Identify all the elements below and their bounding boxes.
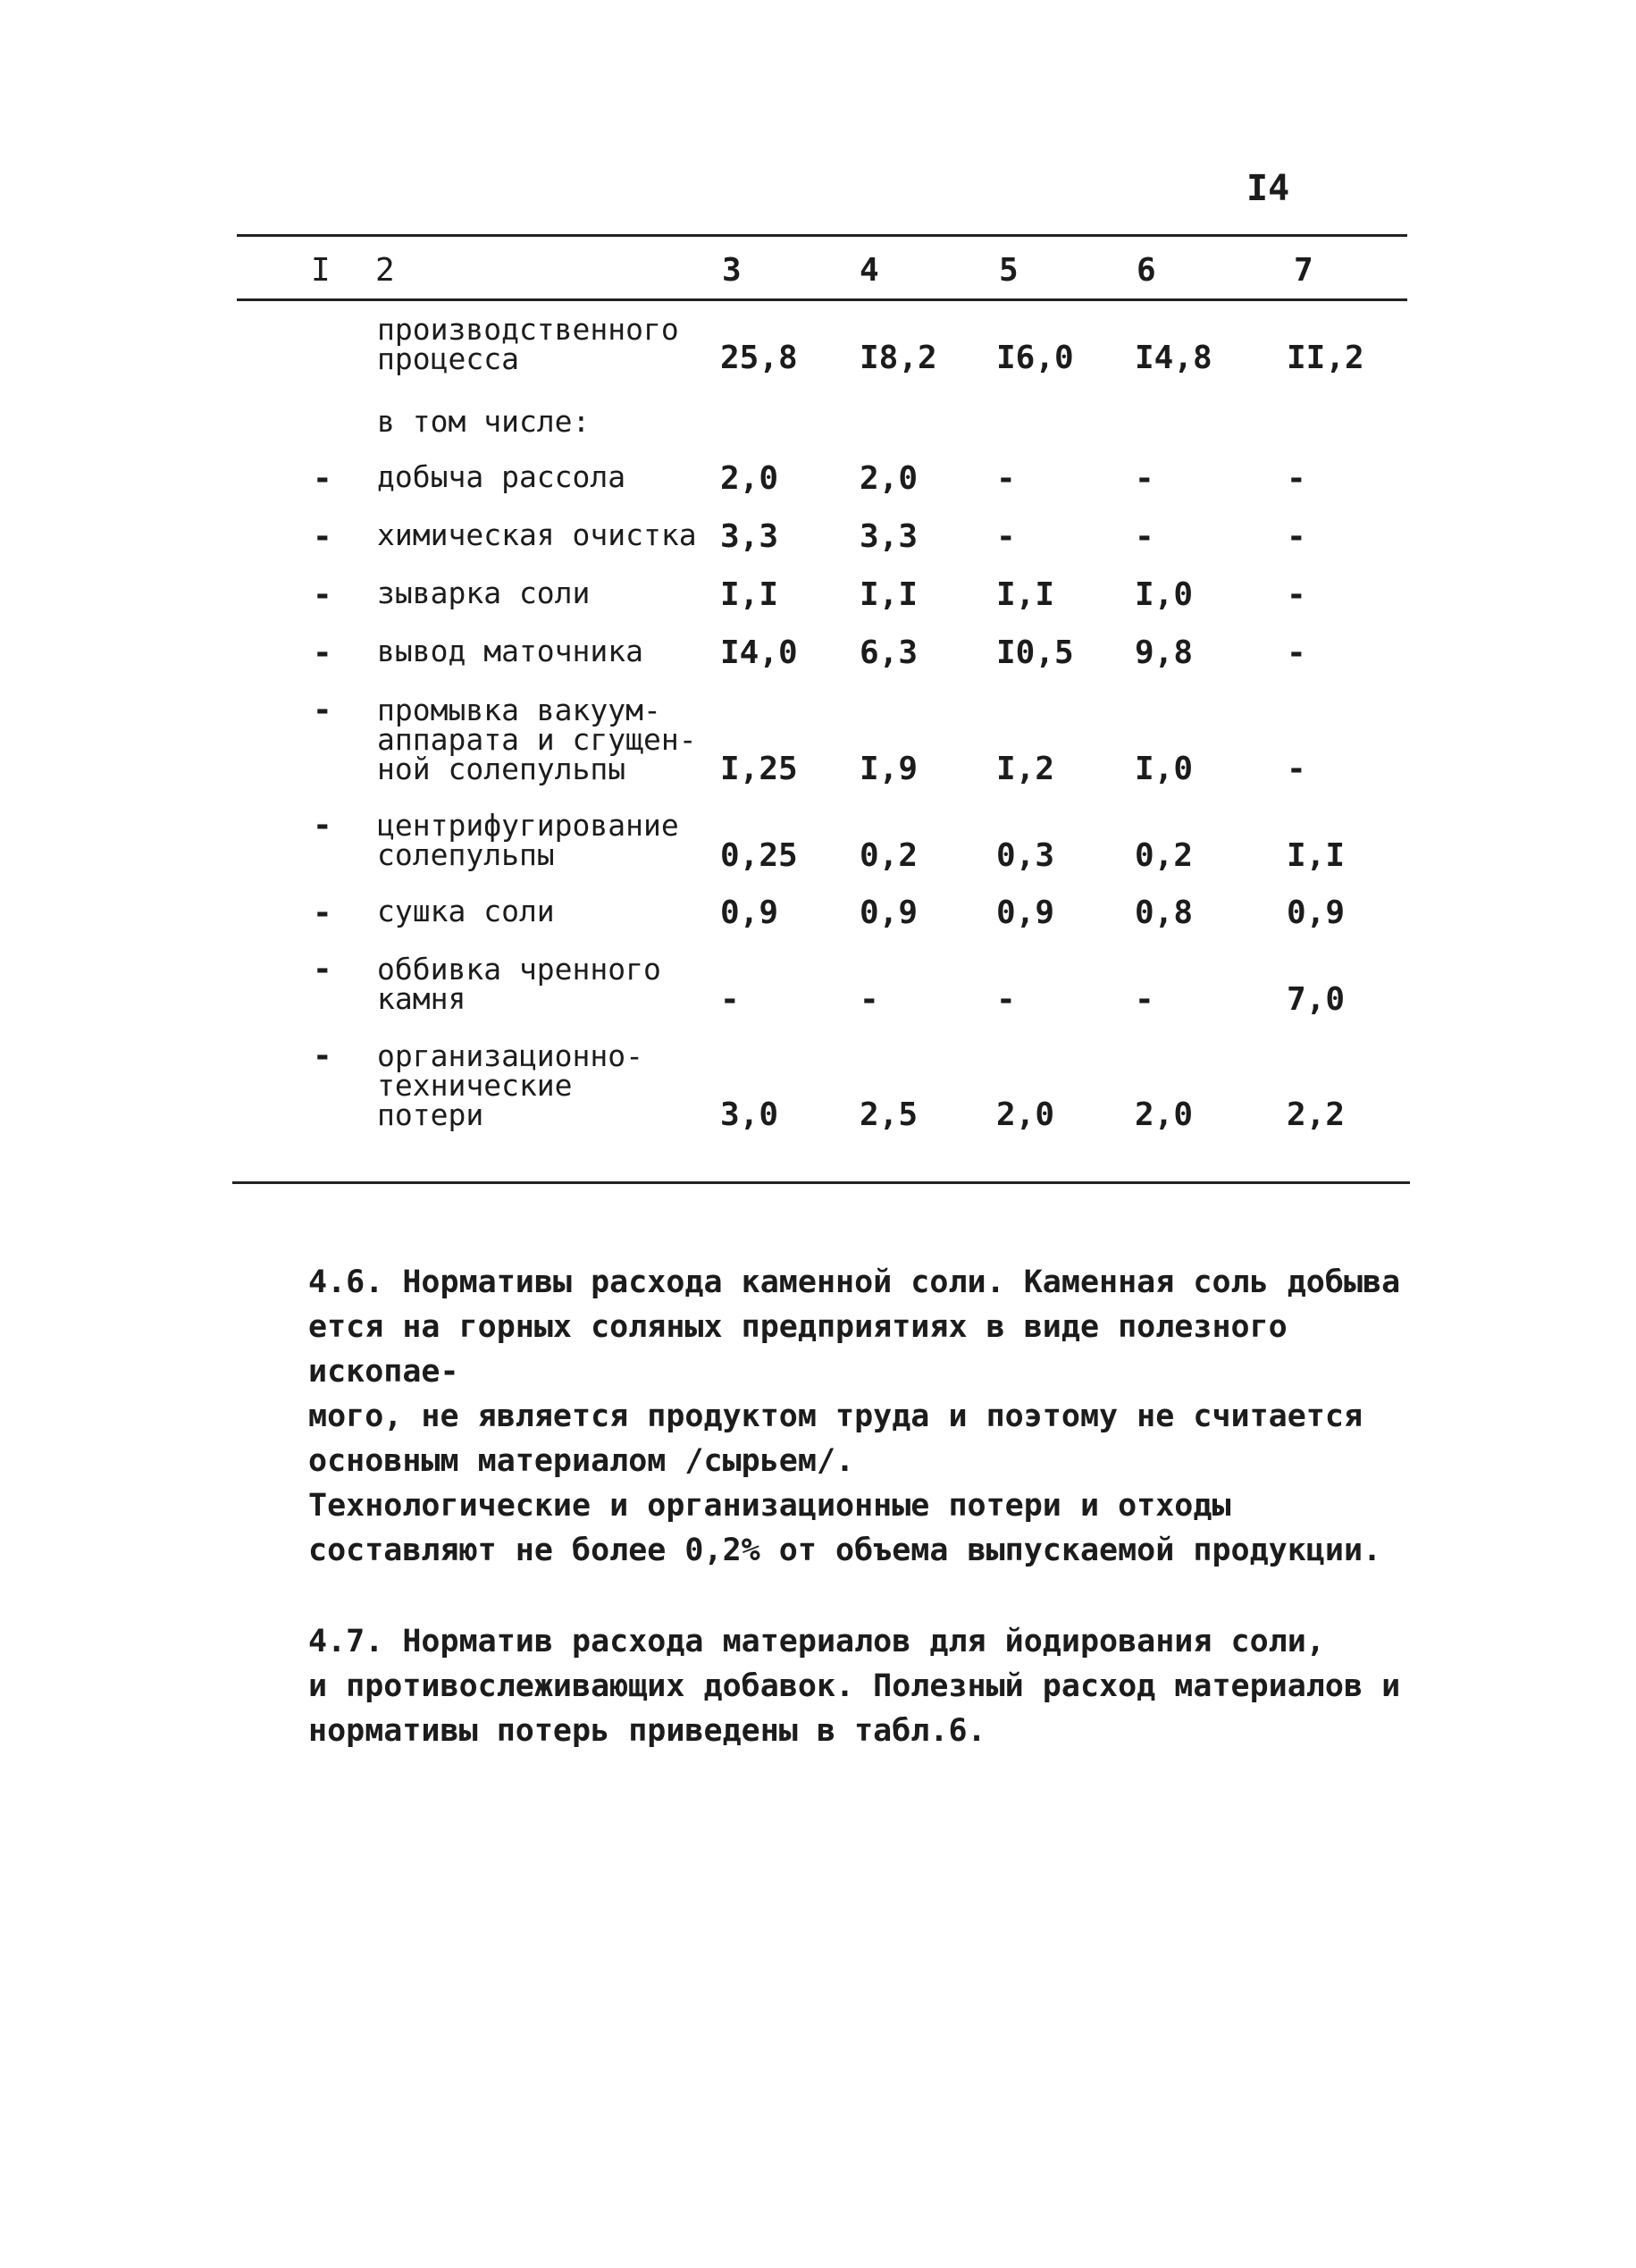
paragraph-4-6: 4.6. Нормативы расхода каменной соли. Каменная соль добыва ется на горных соляных предприятиях в виде полезного ископае- мого, не является продуктом труда и поэтому не считается основным материалом /сырьем/. xyxy=(308,1264,1401,1479)
cell-col4: 3,3 xyxy=(860,518,919,555)
cell-col6: 0,2 xyxy=(1135,837,1194,874)
paragraph-4-7: 4.7. Норматив расхода материалов для йодирования соли, и противослеживающих добавок. Полезный расход материалов и нормативы потерь приведены в табл.6. xyxy=(308,1624,1401,1749)
row-dash: - xyxy=(313,634,332,671)
cell-col3: - xyxy=(720,981,740,1018)
cell-col5: - xyxy=(996,460,1016,497)
cell-col5: 0,3 xyxy=(996,837,1055,874)
cell-col7: 7,0 xyxy=(1287,981,1346,1018)
row-label: организационно- технические потери xyxy=(377,1038,644,1132)
row-label: химическая очистка xyxy=(377,517,697,552)
row-label: центрифугирование солепульпы xyxy=(377,808,679,872)
cell-col4: 2,0 xyxy=(860,460,919,497)
cell-col7: - xyxy=(1287,518,1306,555)
cell-col4: I8,2 xyxy=(860,340,937,376)
column-header-4: 4 xyxy=(860,252,879,289)
cell-col5: I0,5 xyxy=(996,634,1074,671)
cell-col5: 2,0 xyxy=(996,1096,1055,1133)
column-header-6: 6 xyxy=(1137,252,1156,289)
row-label: оббивка чренного камня xyxy=(377,952,661,1016)
cell-col6: 0,8 xyxy=(1135,895,1194,931)
cell-col3: 3,3 xyxy=(720,518,779,555)
table-top-rule xyxy=(237,234,1407,237)
cell-col3: 25,8 xyxy=(720,340,798,376)
row-dash: - xyxy=(313,576,332,613)
table-header-rule xyxy=(237,298,1407,301)
row-label: зыварка соли xyxy=(377,575,591,610)
cell-col3: 0,9 xyxy=(720,895,779,931)
column-header-5: 5 xyxy=(999,252,1019,289)
cell-col4: 6,3 xyxy=(860,634,919,671)
row-label: добыча рассола xyxy=(377,459,626,494)
table-bottom-rule xyxy=(232,1181,1410,1184)
cell-col3: I,I xyxy=(720,576,779,613)
cell-col6: 9,8 xyxy=(1135,634,1194,671)
page-number: I4 xyxy=(1246,168,1290,209)
cell-col7: 0,9 xyxy=(1287,895,1346,931)
cell-col4: I,9 xyxy=(860,751,919,787)
cell-col5: I,2 xyxy=(996,751,1055,787)
cell-col5: 0,9 xyxy=(996,895,1055,931)
column-header-2: 2 xyxy=(375,252,395,289)
row-dash: - xyxy=(313,807,332,844)
row-label: вывод маточника xyxy=(377,634,644,668)
cell-col4: 2,5 xyxy=(860,1096,919,1133)
cell-col5: I,I xyxy=(996,576,1055,613)
cell-col4: 0,9 xyxy=(860,895,919,931)
cell-col4: - xyxy=(860,981,879,1018)
row-dash: - xyxy=(313,460,332,497)
cell-col6: - xyxy=(1135,460,1154,497)
cell-col7: - xyxy=(1287,634,1306,671)
cell-col6: - xyxy=(1135,518,1154,555)
cell-col6: I4,8 xyxy=(1135,340,1212,376)
column-header-3: 3 xyxy=(722,252,742,289)
cell-col7: 2,2 xyxy=(1287,1096,1346,1133)
cell-col3: I4,0 xyxy=(720,634,798,671)
cell-col6: I,0 xyxy=(1135,751,1194,787)
row-label: в том числе: xyxy=(377,404,591,439)
row-label: сушка соли xyxy=(377,894,555,928)
row-dash: - xyxy=(313,895,332,931)
row-label: производственного процесса xyxy=(377,312,679,376)
row-dash: - xyxy=(313,951,332,987)
cell-col3: 3,0 xyxy=(720,1096,779,1133)
cell-col3: 2,0 xyxy=(720,460,779,497)
cell-col7: - xyxy=(1287,751,1306,787)
column-header-1: I xyxy=(311,252,331,289)
cell-col6: 2,0 xyxy=(1135,1096,1194,1133)
row-dash: - xyxy=(313,518,332,555)
cell-col5: - xyxy=(996,518,1016,555)
row-label: промывка вакуум- аппарата и сгущен- ной солепульпы xyxy=(377,693,697,786)
cell-col3: I,25 xyxy=(720,751,798,787)
cell-col7: I,I xyxy=(1287,837,1346,874)
cell-col7: - xyxy=(1287,460,1306,497)
row-dash: - xyxy=(313,692,332,728)
cell-col5: I6,0 xyxy=(996,340,1074,376)
cell-col7: - xyxy=(1287,576,1306,613)
cell-col4: I,I xyxy=(860,576,919,613)
column-header-7: 7 xyxy=(1294,252,1313,289)
cell-col7: II,2 xyxy=(1287,340,1364,376)
cell-col6: I,0 xyxy=(1135,576,1194,613)
cell-col5: - xyxy=(996,981,1016,1018)
cell-col4: 0,2 xyxy=(860,837,919,874)
paragraph-losses: Технологические и организационные потери и отходы составляют не более 0,2% от объема выпускаемой продукции. xyxy=(308,1488,1382,1568)
row-dash: - xyxy=(313,1037,332,1074)
cell-col6: - xyxy=(1135,981,1154,1018)
cell-col3: 0,25 xyxy=(720,837,798,874)
